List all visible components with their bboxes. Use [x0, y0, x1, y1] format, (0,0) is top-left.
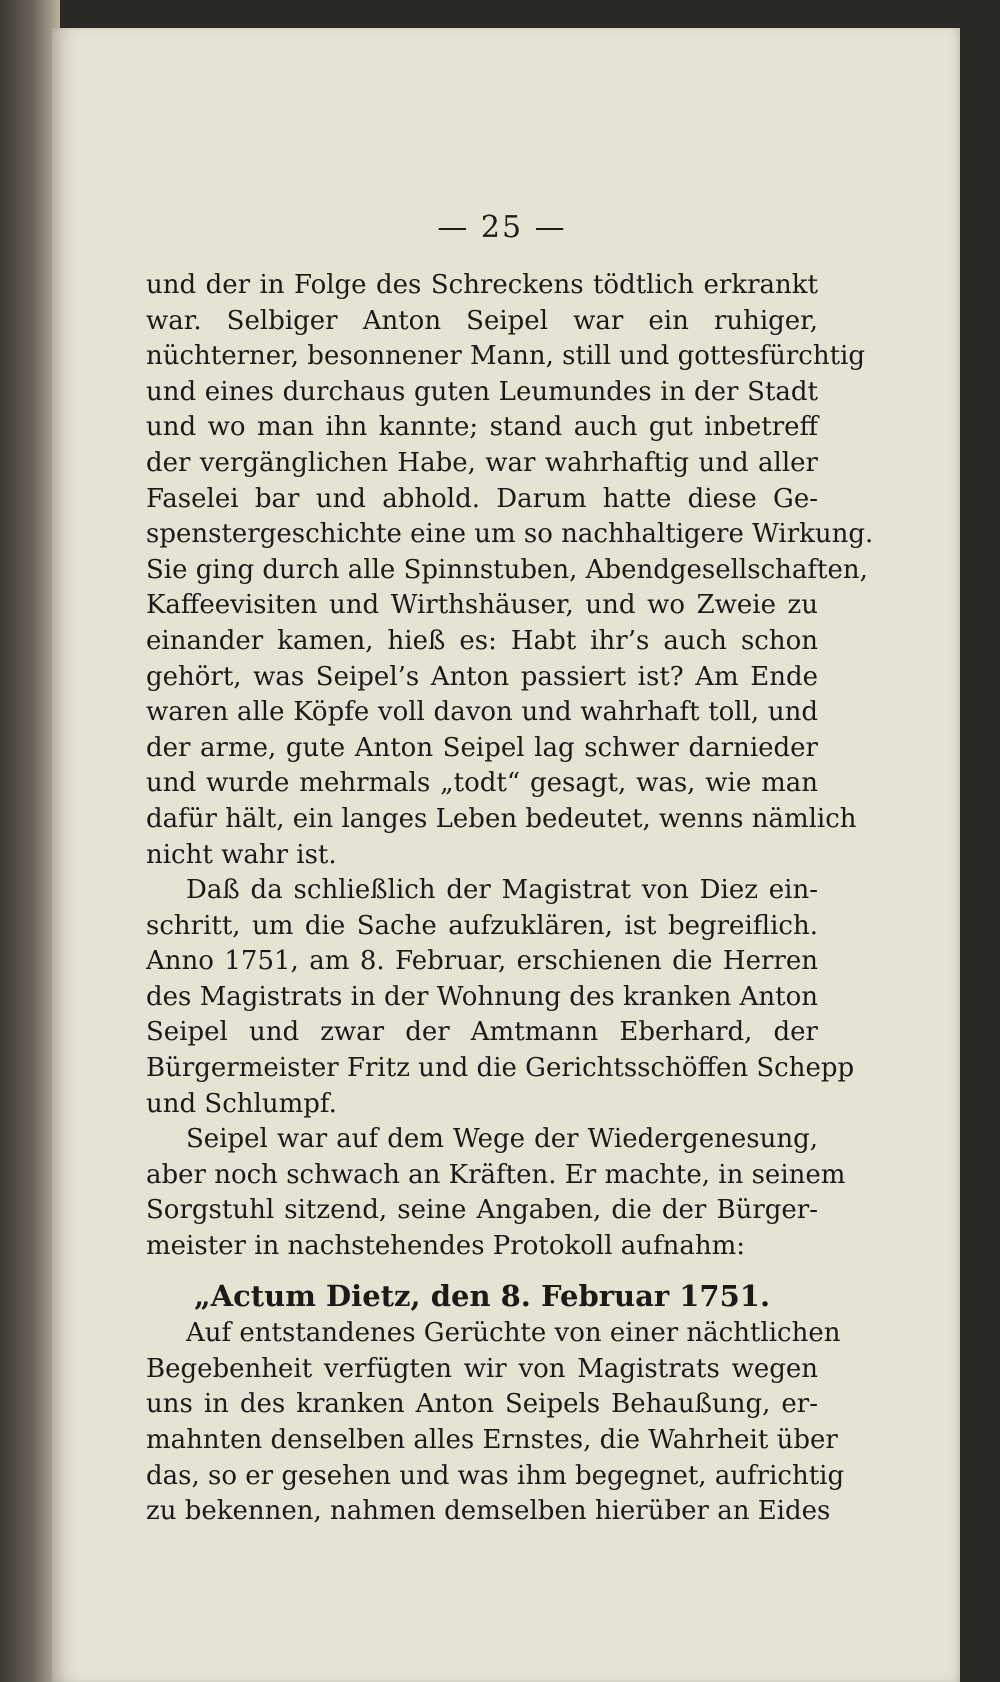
text-line: das, so er gesehen und was ihm begegnet, aufrichtig	[146, 1460, 845, 1491]
text-line: Anno 1751, am 8. Februar, erschienen die Herren	[146, 946, 818, 977]
text-line: dafür hält, ein langes Leben bedeutet, wenns nämlich	[146, 803, 857, 834]
text-line: des Magistrats in der Wohnung des kranken Anton	[146, 981, 818, 1012]
text-line: meister in nachstehendes Protokoll aufnahm:	[146, 1231, 746, 1262]
text-line: mahnten denselben alles Ernstes, die Wahrheit über	[146, 1425, 838, 1455]
text-line: war. Selbiger Anton Seipel war ein ruhiger,	[146, 305, 818, 336]
page-body-text	[146, 268, 874, 1530]
text-line: Seipel und zwar der Amtmann Eberhard, der	[146, 1017, 818, 1048]
text-line: Kaffeevisiten und Wirthshäuser, und wo Zweie zu	[146, 590, 818, 621]
text-line: Seipel war auf dem Wege der Wiedergenesung,	[186, 1124, 818, 1155]
text-line: Auf entstandenes Gerüchte von einer nächtlichen	[186, 1318, 841, 1349]
text-line: spenstergeschichte eine um so nachhaltigere Wirkung.	[146, 519, 874, 550]
text-line: uns in des kranken Anton Seipels Behaußung, er-	[146, 1389, 818, 1420]
book-spine-edge	[0, 0, 60, 1682]
text-line: Sorgstuhl sitzend, seine Angaben, die der Bürger-	[146, 1195, 818, 1226]
text-line: gehört, was Seipel’s Anton passiert ist? Am Ende	[146, 661, 818, 692]
text-line: Faselei bar und abhold. Darum hatte diese Ge-	[146, 483, 818, 514]
text-line: Sie ging durch alle Spinnstuben, Abendgesellschaften,	[146, 554, 868, 585]
text-line: und wurde mehrmals „todt“ gesagt, was, wie man	[146, 768, 818, 799]
book-page	[52, 28, 960, 1682]
text-line: und Schlumpf.	[146, 1088, 337, 1119]
text-line: schritt, um die Sache aufzuklären, ist begreiflich.	[146, 910, 818, 941]
text-line: Begebenheit verfügten wir von Magistrats wegen	[146, 1353, 818, 1384]
text-line: und eines durchaus guten Leumundes in der Stadt	[146, 376, 818, 407]
text-line: nüchterner, besonnener Mann, still und gottesfürchtig	[146, 341, 865, 372]
text-line: Bürgermeister Fritz und die Gerichtsschöffen Schepp	[146, 1053, 855, 1084]
text-line: der arme, gute Anton Seipel lag schwer darnieder	[146, 732, 818, 763]
text-line: zu bekennen, nahmen demselben hierüber an Eides	[146, 1496, 831, 1527]
text-line: der vergänglichen Habe, war wahrhaftig und aller	[146, 447, 818, 478]
text-line: und der in Folge des Schreckens tödtlich erkrankt	[146, 270, 818, 300]
text-line: waren alle Köpfe voll davon und wahrhaft toll, und	[146, 697, 818, 728]
protocol-heading: „Actum Dietz, den 8. Februar 1751.	[193, 1278, 771, 1313]
text-line: Daß da schließlich der Magistrat von Diez ein-	[186, 875, 818, 906]
text-line: einander kamen, hieß es: Habt ihr’s auch schon	[146, 625, 818, 656]
text-line: nicht wahr ist.	[146, 839, 337, 870]
text-line: und wo man ihn kannte; stand auch gut inbetreff	[146, 412, 818, 443]
page-number: — 25 —	[437, 210, 567, 245]
text-line: aber noch schwach an Kräften. Er machte, in seinem	[146, 1159, 846, 1190]
